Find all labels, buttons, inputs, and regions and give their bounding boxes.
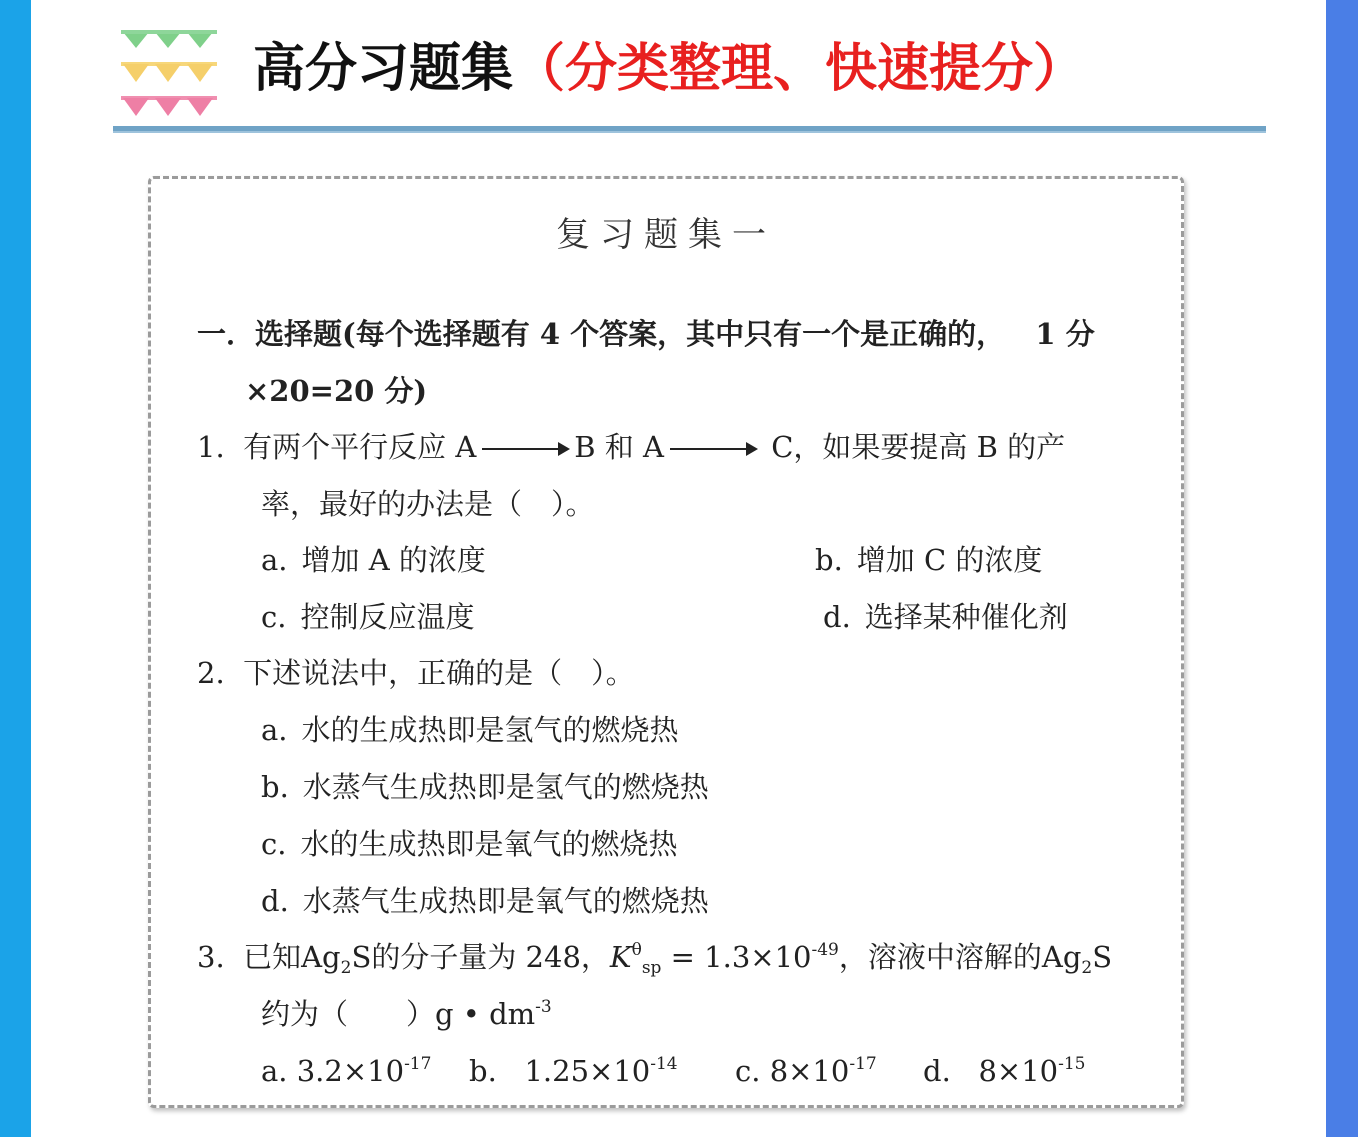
q1-option-b	[815, 540, 1042, 580]
q3-option-c	[735, 1051, 877, 1091]
q1-option-d	[823, 597, 1068, 637]
q2-number: 2.	[197, 656, 225, 690]
option-text: 3.2×10	[296, 1054, 405, 1088]
q3-continuation	[261, 994, 552, 1034]
ksp-symbol: K	[609, 940, 632, 974]
heading-text-mid: 个答案，其中只有一个是正确的，	[560, 317, 1006, 351]
right-accent-bar	[1326, 0, 1358, 1137]
left-accent-bar	[0, 0, 31, 1137]
section-heading-line2	[245, 371, 427, 411]
q3-option-d	[923, 1051, 1086, 1091]
bunting-flags-icon	[121, 22, 217, 118]
q3-text: S的分子量为 248，	[351, 940, 610, 974]
option-label: d.	[261, 884, 289, 918]
option-text: 水的生成热即是氧气的燃烧热	[300, 827, 678, 861]
heading-line2-text: ×20=20 分)	[245, 374, 428, 408]
section-heading-line1	[197, 314, 1095, 354]
option-text: 水蒸气生成热即是氧气的燃烧热	[302, 884, 709, 918]
superscript: -14	[650, 1054, 678, 1074]
option-text: 8×10	[978, 1054, 1059, 1088]
option-label: d.	[923, 1054, 951, 1088]
heading-unit: 分	[1055, 317, 1095, 351]
title-subtitle: （分类整理、快速提分）	[513, 39, 1086, 99]
superscript: θ	[631, 940, 642, 960]
superscript: -3	[535, 997, 552, 1017]
option-label: d.	[823, 600, 851, 634]
q3-text: ，溶液中溶解的Ag	[838, 940, 1082, 974]
q3-cont-text: 约为（ ）g • dm	[261, 997, 536, 1031]
option-text: 选择某种催化剂	[864, 600, 1068, 634]
subscript: sp	[641, 958, 662, 978]
q2-option-c	[261, 824, 677, 864]
option-label: c.	[735, 1054, 761, 1088]
q1-continuation: 率，最好的办法是（ ）。	[261, 487, 595, 521]
question-1	[197, 427, 1065, 467]
q3-number: 3.	[197, 940, 225, 974]
q2-option-b	[261, 767, 709, 807]
option-text: 8×10	[769, 1054, 850, 1088]
superscript: -49	[811, 940, 839, 960]
option-text: 控制反应温度	[300, 600, 475, 634]
exercise-sheet	[148, 176, 1184, 1108]
q2-option-d	[261, 881, 709, 921]
reaction-arrow-icon	[670, 448, 756, 450]
question-2	[197, 653, 635, 693]
subscript: 2	[340, 958, 352, 978]
option-text: 1.25×10	[524, 1054, 651, 1088]
heading-text: 一．选择题(每个选择题有	[197, 317, 540, 351]
q3-option-a	[261, 1051, 431, 1091]
page-title	[253, 38, 1085, 100]
title-main: 高分习题集	[253, 39, 514, 99]
option-label: b.	[469, 1054, 497, 1088]
heading-count: 4	[539, 317, 561, 351]
q1-option-a	[261, 540, 486, 580]
superscript: -17	[404, 1054, 432, 1074]
q1-text-a: 有两个平行反应 A	[243, 430, 477, 464]
option-text: 增加 A 的浓度	[301, 543, 486, 577]
option-label: c.	[261, 600, 287, 634]
q3-text: S	[1092, 940, 1113, 974]
option-label: b.	[815, 543, 843, 577]
reaction-arrow-icon	[482, 448, 568, 450]
option-label: c.	[261, 827, 287, 861]
q1-option-c	[261, 597, 474, 637]
q3-text: = 1.3×10	[661, 940, 812, 974]
heading-points: 1	[1035, 317, 1056, 351]
option-text: 水蒸气生成热即是氢气的燃烧热	[302, 770, 709, 804]
page-header	[113, 16, 1266, 136]
q2-option-a	[261, 710, 679, 750]
q1-text-b: B 和 A	[574, 430, 664, 464]
q1-number: 1.	[197, 430, 225, 464]
header-divider	[113, 126, 1266, 133]
question-3	[197, 937, 1112, 977]
option-label: a.	[261, 543, 288, 577]
option-label: b.	[261, 770, 289, 804]
sheet-title: 复习题集一	[556, 215, 776, 255]
superscript: -15	[1058, 1054, 1086, 1074]
superscript: -17	[849, 1054, 877, 1074]
q3-option-b	[469, 1051, 678, 1091]
option-text: 增加 C 的浓度	[856, 543, 1043, 577]
q3-text: 已知Ag	[243, 940, 341, 974]
q1-text-c: C，如果要提高 B 的产	[771, 430, 1066, 464]
option-label: a.	[261, 1054, 288, 1088]
subscript: 2	[1081, 958, 1093, 978]
option-text: 水的生成热即是氢气的燃烧热	[301, 713, 679, 747]
q2-text: 下述说法中，正确的是（ ）。	[243, 656, 635, 690]
option-label: a.	[261, 713, 288, 747]
